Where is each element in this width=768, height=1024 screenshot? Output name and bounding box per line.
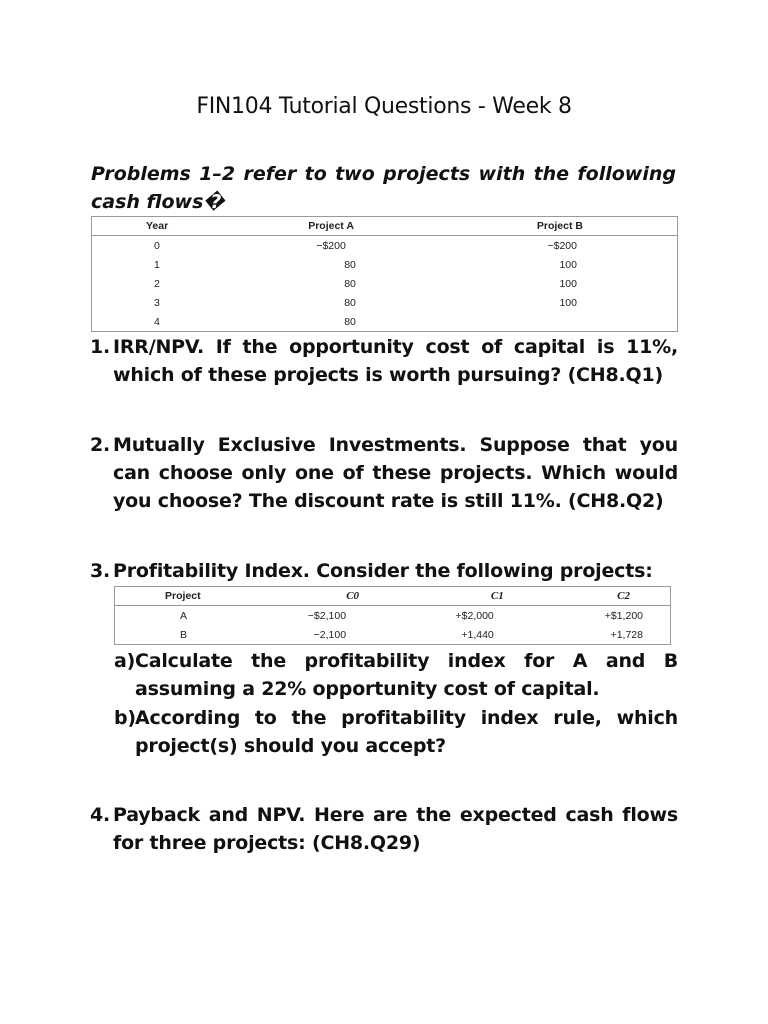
year-cell: 2 — [154, 277, 160, 290]
cash-flow-table — [91, 216, 678, 332]
project-b-cell: 100 — [559, 277, 577, 290]
project-a-cell: −$200 — [316, 239, 346, 252]
problems-intro: Problems 1–2 refer to two projects with the following cash flows� — [91, 163, 676, 213]
question-number: 3. — [90, 560, 111, 582]
year-cell: 1 — [154, 258, 160, 271]
sub-question-label: b) — [114, 707, 136, 729]
table-row — [115, 606, 671, 626]
question-4 — [90, 801, 678, 857]
question-text: Payback and NPV. Here are the expected cash flows for three projects: (CH8.Q29) — [113, 804, 678, 854]
year-cell: 0 — [154, 239, 160, 252]
column-header-year: Year — [92, 217, 222, 236]
question-text: IRR/NPV. If the opportunity cost of capital is 11%, which of these projects is worth pursuing? (CH8.Q1) — [113, 336, 678, 386]
table-row — [92, 236, 678, 256]
project-a-cell: 80 — [344, 258, 356, 271]
column-header-c2: C2 — [534, 587, 671, 606]
table-row — [115, 625, 671, 645]
question-3a — [114, 647, 678, 703]
question-1 — [90, 333, 678, 389]
sub-question-label: a) — [114, 650, 136, 672]
table-header-row — [115, 587, 671, 606]
table-row — [92, 274, 678, 293]
year-cell: 3 — [154, 296, 160, 309]
column-header-c1: C1 — [384, 587, 534, 606]
question-2 — [90, 431, 678, 515]
table-header-row — [92, 217, 678, 236]
c2-cell: +1,728 — [610, 628, 643, 641]
c1-cell: +$2,000 — [455, 609, 494, 622]
column-header-project: Project — [115, 587, 235, 606]
profitability-table — [114, 586, 671, 645]
table-row — [92, 293, 678, 312]
table-row — [92, 312, 678, 332]
project-a-cell: 80 — [344, 277, 356, 290]
question-number: 2. — [90, 434, 111, 456]
c0-cell: −2,100 — [313, 628, 347, 641]
question-number: 1. — [90, 336, 111, 358]
project-cell: A — [180, 609, 188, 622]
question-number: 4. — [90, 804, 111, 826]
project-b-cell: 100 — [559, 258, 577, 271]
project-a-cell: 80 — [344, 315, 356, 328]
project-b-cell — [441, 312, 678, 332]
c1-cell: +1,440 — [461, 628, 494, 641]
c0-cell: −$2,100 — [307, 609, 347, 622]
project-b-cell: −$200 — [547, 239, 577, 252]
project-cell: B — [180, 628, 188, 641]
question-text: Profitability Index. Consider the following projects: — [113, 560, 653, 582]
year-cell: 4 — [154, 315, 160, 328]
c2-cell: +$1,200 — [604, 609, 643, 622]
table-row — [92, 255, 678, 274]
project-a-cell: 80 — [344, 296, 356, 309]
project-b-cell: 100 — [559, 296, 577, 309]
question-text: Mutually Exclusive Investments. Suppose that you can choose only one of these projects. Which would you choose? The discount rate is still 11%. (CH8.Q2) — [113, 434, 678, 512]
page-title: FIN104 Tutorial Questions - Week 8 — [196, 94, 572, 119]
column-header-project-b: Project B — [441, 217, 678, 236]
question-3b — [114, 704, 678, 760]
column-header-project-a: Project A — [221, 217, 440, 236]
column-header-c0: C0 — [234, 587, 384, 606]
question-3 — [90, 557, 678, 585]
sub-question-text: Calculate the profitability index for A and B assuming a 22% opportunity cost of capital. — [135, 650, 678, 700]
sub-question-text: According to the profitability index rule, which project(s) should you accept? — [135, 707, 678, 757]
